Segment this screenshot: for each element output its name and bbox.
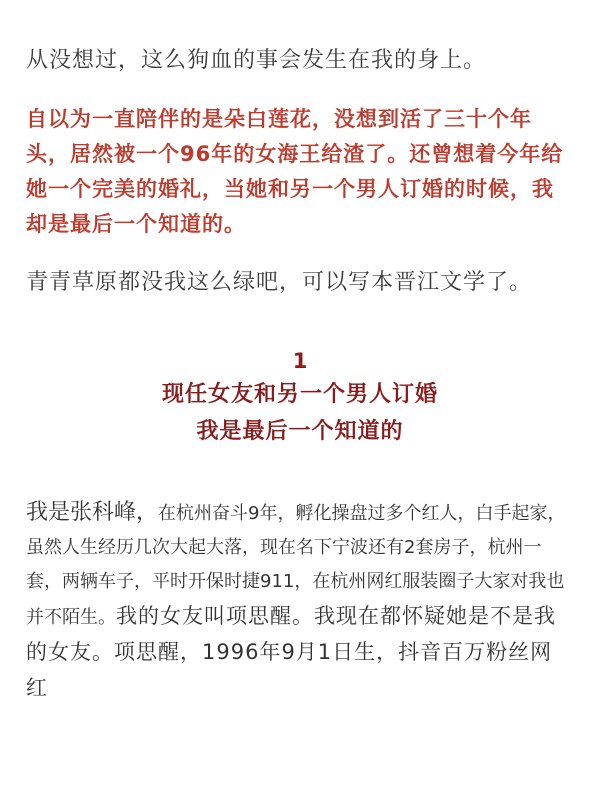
highlight-paragraph: 自以为一直陪伴的是朵白莲花，没想到活了三十个年头，居然被一个96年的女海王给渣了。还曾想着今年给她一个完美的婚礼，当她和另一个男人订婚的时候，我却是最后一个知道的。	[26, 107, 564, 236]
story-body: 在杭州奋斗9年，孵化操盘过多个红人，白手起家，虽然人生经历几次大起大落，现在名下宁波还有2套房子，杭州一套，两辆车子，平时开保时捷911，在杭州网红服装圈子大家对我也并不陌生。	[26, 503, 566, 628]
story-tail: 我的女友叫项思醒。我现在都怀疑她是不是我的女友。项思醒，1996年9月1日生，抖音百万粉丝网红	[26, 604, 556, 700]
intro-paragraph: 从没想过，这么狗血的事会发生在我的身上。	[26, 48, 487, 73]
section-number: 1	[292, 349, 308, 373]
story-paragraph	[26, 496, 574, 707]
story-lead: 我是张科峰，	[26, 500, 159, 525]
closing-paragraph: 青青草原都没我这么绿吧，可以写本晋江文学了。	[26, 270, 533, 295]
section-title-line-1: 现任女友和另一个男人订婚	[161, 382, 438, 407]
section-title-line-2: 我是最后一个知道的	[196, 419, 404, 444]
section-heading	[26, 346, 574, 450]
